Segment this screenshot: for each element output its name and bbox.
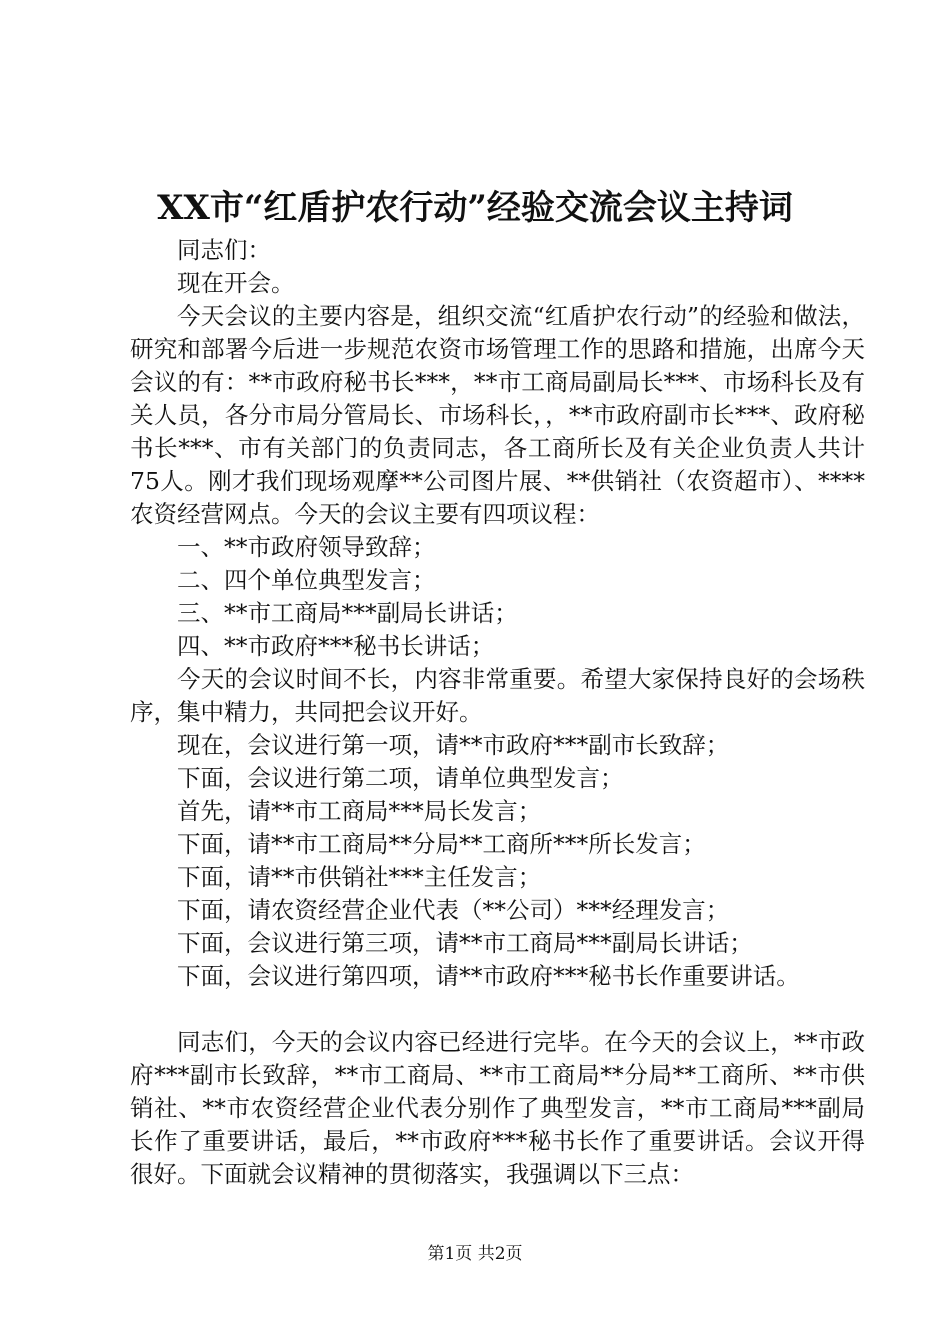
paragraph-gap (130, 993, 865, 1026)
agenda-item-3: 三、**市工商局***副局长讲话； (177, 599, 518, 627)
procedure-item-1: 现在，会议进行第一项，请**市政府***副市长致辞； (177, 731, 730, 759)
paragraph-greeting: 同志们： (177, 236, 271, 264)
paragraph-opening: 现在开会。 (177, 269, 295, 297)
document-body (130, 234, 865, 1191)
procedure-item-3: 首先，请**市工商局***局长发言； (177, 797, 542, 825)
procedure-item-6: 下面，请农资经营企业代表（**公司）***经理发言； (177, 896, 730, 924)
procedure-item-2: 下面，会议进行第二项，请单位典型发言； (177, 764, 624, 792)
procedure-item-8: 下面，会议进行第四项，请**市政府***秘书长作重要讲话。 (177, 962, 800, 990)
agenda-item-4: 四、**市政府***秘书长讲话； (177, 632, 495, 660)
procedure-item-7: 下面，会议进行第三项，请**市工商局***副局长讲话； (177, 929, 753, 957)
procedure-item-4: 下面，请**市工商局**分局**工商所***所长发言； (177, 830, 706, 858)
agenda-item-2: 二、四个单位典型发言； (177, 566, 436, 594)
paragraph-summary: 同志们，今天的会议内容已经进行完毕。在今天的会议上，**市政府***副市长致辞，**市工商局、**市工商局**分局**工商所、**市供销社、**市农资经营企业代表分别作了典型发言，**市工商局***副局长作了重要讲话，最后，**市政府***秘书长作了重要讲话。会议开得很好。下面就会议精神的贯彻落实，我强调以下三点： (130, 1028, 865, 1188)
agenda-item-1: 一、**市政府领导致辞； (177, 533, 436, 561)
document-title: XX市“红盾护农行动”经验交流会议主持词 (157, 188, 793, 228)
procedure-item-5: 下面，请**市供销社***主任发言； (177, 863, 542, 891)
page-number-footer: 第1页 共2页 (427, 1244, 523, 1264)
paragraph-agenda-intro: 今天会议的主要内容是，组织交流“红盾护农行动”的经验和做法，研究和部署今后进一步规范农资市场管理工作的思路和措施，出席今天会议的有：**市政府秘书长***，**市工商局副局长***、市场科长及有关人员，各分市局分管局长、市场科长，，**市政府副市长***、政府秘书长***、市有关部门的负责同志，各工商所长及有关企业负责人共计75人。刚才我们现场观摩**公司图片展、**供销社（农资超市）、****农资经营网点。今天的会议主要有四项议程： (130, 302, 865, 528)
paragraph-order-request: 今天的会议时间不长，内容非常重要。希望大家保持良好的会场秩序，集中精力，共同把会议开好。 (130, 665, 865, 726)
